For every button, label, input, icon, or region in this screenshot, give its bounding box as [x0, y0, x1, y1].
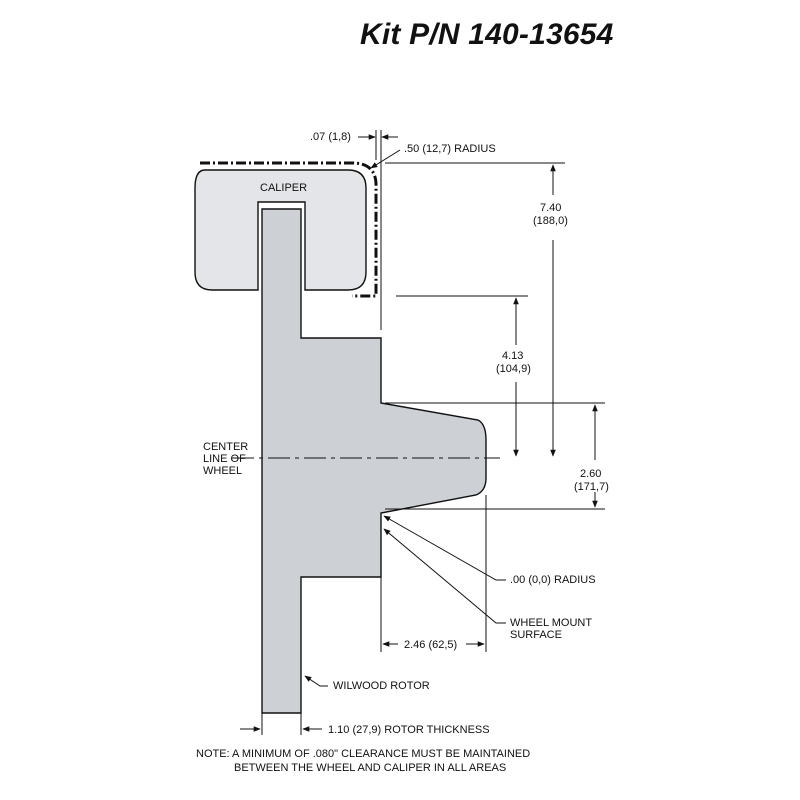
- center-line-label-1: CENTER: [203, 441, 249, 453]
- radius-050-label: .50 (12,7) RADIUS: [404, 143, 496, 155]
- dim-413-mm: (104,9): [496, 363, 531, 375]
- dim-260-mm: (171,7): [574, 481, 609, 493]
- rotor-label: WILWOOD ROTOR: [333, 680, 430, 692]
- center-line-label-2: LINE OF: [203, 453, 246, 465]
- dim-260-inch: 2.60: [580, 468, 602, 480]
- wheel-mount-label-1: WHEEL MOUNT: [510, 617, 593, 629]
- clearance-note: [196, 747, 616, 775]
- rotor-profile: [262, 209, 486, 713]
- caliper-label: CALIPER: [260, 182, 308, 194]
- rotor-thickness-label: 1.10 (27,9) ROTOR THICKNESS: [328, 724, 490, 736]
- rotor-leader: [305, 676, 328, 686]
- wheel-mount-leader: [384, 529, 506, 623]
- center-line-label-3: WHEEL: [203, 465, 243, 477]
- dim-246-label: 2.46 (62,5): [404, 639, 458, 651]
- dim-413-inch: 4.13: [502, 350, 524, 362]
- note-line-2: BETWEEN THE WHEEL AND CALIPER IN ALL AREAS: [234, 762, 507, 774]
- note-line-1: NOTE: A MINIMUM OF .080" CLEARANCE MUST BE MAINTAINED: [196, 748, 531, 760]
- radius-050-leader: [371, 150, 400, 168]
- wheel-mount-label-2: SURFACE: [510, 629, 562, 641]
- dim-740-mm: (188,0): [533, 215, 568, 227]
- radius-000-label: .00 (0,0) RADIUS: [510, 574, 596, 586]
- dim-740-inch: 7.40: [540, 202, 562, 214]
- dim-07-label: .07 (1,8): [310, 131, 351, 143]
- radius-000-leader: [384, 516, 506, 580]
- kit-part-number-title: Kit P/N 140-13654: [360, 18, 614, 51]
